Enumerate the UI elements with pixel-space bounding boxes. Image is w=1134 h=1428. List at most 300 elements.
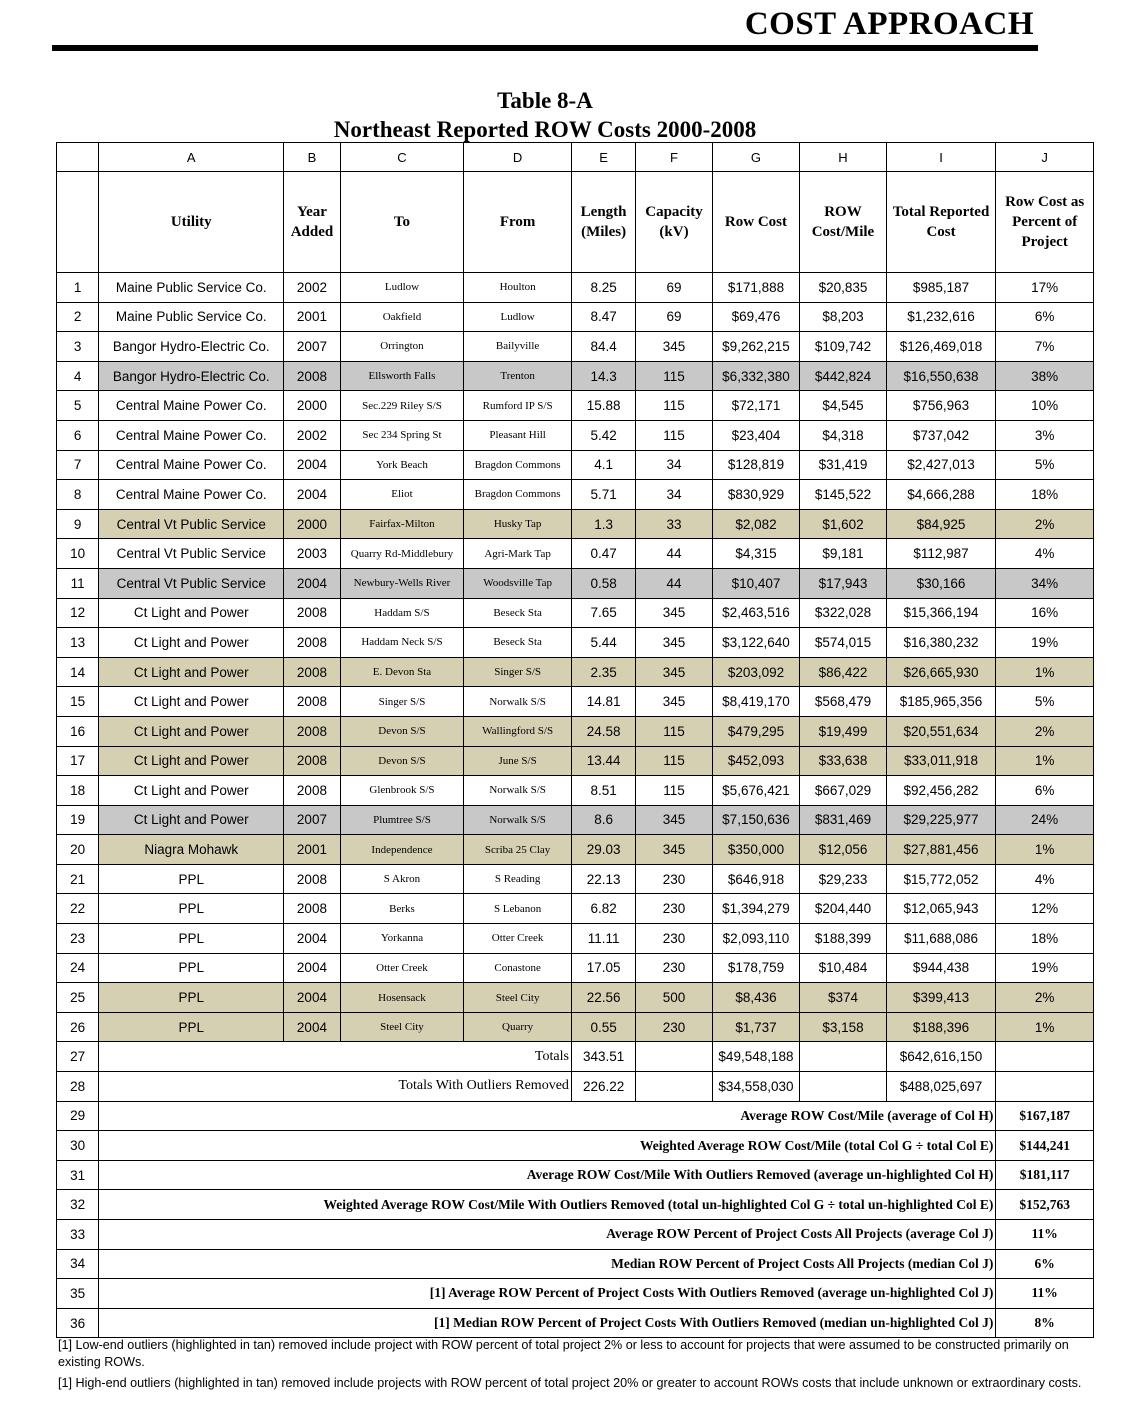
percent-cell: 24% (996, 805, 1094, 835)
summary-row (57, 1160, 1094, 1190)
total-cost-cell: $737,042 (886, 420, 996, 450)
table-row (57, 983, 1094, 1013)
table-row (57, 509, 1094, 539)
from-cell: Norwalk S/S (464, 687, 572, 717)
table-row (57, 864, 1094, 894)
utility-cell: PPL (99, 953, 284, 983)
year-cell: 2002 (284, 420, 340, 450)
table-number: Table 8-A (497, 88, 593, 113)
to-cell: Sec.229 Riley S/S (340, 391, 464, 421)
percent-cell: 1% (996, 657, 1094, 687)
row-cost-cell: $7,150,636 (712, 805, 800, 835)
from-cell: Otter Creek (464, 924, 572, 954)
summary-label: [1] Average ROW Percent of Project Costs With Outliers Removed (average un-highlighted Col J) (99, 1279, 996, 1309)
year-cell: 2008 (284, 864, 340, 894)
summary-label: Average ROW Cost/Mile (average of Col H) (99, 1101, 996, 1131)
length-cell: 13.44 (571, 746, 635, 776)
cost-per-mile-cell: $12,056 (800, 835, 887, 865)
from-cell: Agri-Mark Tap (464, 539, 572, 569)
table-row (57, 835, 1094, 865)
utility-cell: PPL (99, 924, 284, 954)
summary-row (57, 1249, 1094, 1279)
table-row (57, 391, 1094, 421)
column-header-capacity: Capacity (kV) (636, 172, 712, 273)
totals-total-cost: $488,025,697 (886, 1072, 996, 1102)
total-cost-cell: $27,881,456 (886, 835, 996, 865)
summary-label: [1] Median ROW Percent of Project Costs With Outliers Removed (median un-highlighted Col J) (99, 1308, 996, 1338)
summary-label: Average ROW Cost/Mile With Outliers Removed (average un-highlighted Col H) (99, 1160, 996, 1190)
length-cell: 11.11 (571, 924, 635, 954)
from-cell: Husky Tap (464, 509, 572, 539)
summary-label: Weighted Average ROW Cost/Mile (total Col G ÷ total Col E) (99, 1131, 996, 1161)
cost-per-mile-cell: $10,484 (800, 953, 887, 983)
totals-total-cost: $642,616,150 (886, 1042, 996, 1072)
cost-per-mile-cell: $667,029 (800, 776, 887, 806)
row-cost-cell: $1,394,279 (712, 894, 800, 924)
row-cost-cell: $4,315 (712, 539, 800, 569)
from-cell: Conastone (464, 953, 572, 983)
from-cell: Beseck Sta (464, 598, 572, 628)
total-cost-cell: $12,065,943 (886, 894, 996, 924)
utility-cell: Ct Light and Power (99, 598, 284, 628)
to-cell: Independence (340, 835, 464, 865)
total-cost-cell: $16,380,232 (886, 628, 996, 658)
length-cell: 5.71 (571, 480, 635, 510)
column-letter: B (284, 143, 340, 172)
capacity-cell: 115 (636, 746, 712, 776)
row-number: 33 (57, 1220, 99, 1250)
length-cell: 4.1 (571, 450, 635, 480)
summary-row (57, 1190, 1094, 1220)
row-number: 10 (57, 539, 99, 569)
to-cell: Devon S/S (340, 746, 464, 776)
table-row (57, 1012, 1094, 1042)
year-cell: 2007 (284, 805, 340, 835)
row-number: 30 (57, 1131, 99, 1161)
row-cost-cell: $203,092 (712, 657, 800, 687)
from-cell: Steel City (464, 983, 572, 1013)
row-number: 36 (57, 1308, 99, 1338)
table-row (57, 539, 1094, 569)
capacity-cell: 34 (636, 480, 712, 510)
row-number: 29 (57, 1101, 99, 1131)
cost-per-mile-cell: $574,015 (800, 628, 887, 658)
capacity-cell: 230 (636, 864, 712, 894)
row-number: 25 (57, 983, 99, 1013)
footnote-low-end: [1] Low-end outliers (highlighted in tan) removed include project with ROW percent of total project 2% or less to account for projects that were assumed to be constructed primarily on existing ROWs. (58, 1338, 1069, 1369)
total-cost-cell: $15,772,052 (886, 864, 996, 894)
from-cell: Quarry (464, 1012, 572, 1042)
from-cell: Wallingford S/S (464, 716, 572, 746)
row-number: 18 (57, 776, 99, 806)
utility-cell: Maine Public Service Co. (99, 273, 284, 303)
row-cost-cell: $10,407 (712, 568, 800, 598)
cost-per-mile-cell: $322,028 (800, 598, 887, 628)
row-number: 26 (57, 1012, 99, 1042)
to-cell: S Akron (340, 864, 464, 894)
cost-per-mile-cell: $568,479 (800, 687, 887, 717)
row-number: 19 (57, 805, 99, 835)
table-row (57, 302, 1094, 332)
table-row (57, 953, 1094, 983)
summary-row (57, 1131, 1094, 1161)
percent-cell: 18% (996, 924, 1094, 954)
length-cell: 22.13 (571, 864, 635, 894)
to-cell: Newbury-Wells River (340, 568, 464, 598)
table-row (57, 568, 1094, 598)
year-cell: 2007 (284, 332, 340, 362)
column-letter: G (712, 143, 800, 172)
table-row (57, 805, 1094, 835)
from-cell: Bragdon Commons (464, 480, 572, 510)
cost-per-mile-cell: $4,545 (800, 391, 887, 421)
total-cost-cell: $756,963 (886, 391, 996, 421)
capacity-cell: 345 (636, 687, 712, 717)
cost-per-mile-cell: $31,419 (800, 450, 887, 480)
table-row (57, 924, 1094, 954)
column-letter: C (340, 143, 464, 172)
summary-label: Average ROW Percent of Project Costs All Projects (average Col J) (99, 1220, 996, 1250)
year-cell: 2008 (284, 776, 340, 806)
utility-cell: Ct Light and Power (99, 805, 284, 835)
table-row (57, 480, 1094, 510)
row-cost-cell: $8,419,170 (712, 687, 800, 717)
from-cell: Rumford IP S/S (464, 391, 572, 421)
from-cell: Beseck Sta (464, 628, 572, 658)
cost-per-mile-cell: $3,158 (800, 1012, 887, 1042)
percent-cell: 5% (996, 450, 1094, 480)
utility-cell: Ct Light and Power (99, 746, 284, 776)
row-number: 16 (57, 716, 99, 746)
row-number: 27 (57, 1042, 99, 1072)
to-cell: Yorkanna (340, 924, 464, 954)
column-header-to: To (340, 172, 464, 273)
capacity-cell: 345 (636, 835, 712, 865)
column-letter: D (464, 143, 572, 172)
column-header-utility: Utility (99, 172, 284, 273)
percent-cell: 7% (996, 332, 1094, 362)
percent-cell: 1% (996, 1012, 1094, 1042)
summary-label: Median ROW Percent of Project Costs All Projects (median Col J) (99, 1249, 996, 1279)
row-number: 14 (57, 657, 99, 687)
utility-cell: Ct Light and Power (99, 628, 284, 658)
table-row (57, 776, 1094, 806)
row-number: 32 (57, 1190, 99, 1220)
row-number: 28 (57, 1072, 99, 1102)
table-body (57, 143, 1094, 1338)
header-rule (52, 45, 1038, 51)
total-cost-cell: $30,166 (886, 568, 996, 598)
length-cell: 0.55 (571, 1012, 635, 1042)
column-header-row (57, 172, 1094, 273)
length-cell: 84.4 (571, 332, 635, 362)
summary-row (57, 1279, 1094, 1309)
cost-per-mile-cell: $204,440 (800, 894, 887, 924)
length-cell: 8.25 (571, 273, 635, 303)
total-cost-cell: $399,413 (886, 983, 996, 1013)
length-cell: 0.58 (571, 568, 635, 598)
cost-per-mile-cell: $86,422 (800, 657, 887, 687)
summary-row (57, 1308, 1094, 1338)
total-cost-cell: $29,225,977 (886, 805, 996, 835)
cost-per-mile-cell: $33,638 (800, 746, 887, 776)
percent-cell: 3% (996, 420, 1094, 450)
total-cost-cell: $112,987 (886, 539, 996, 569)
utility-cell: PPL (99, 864, 284, 894)
column-header-row-cost: Row Cost (712, 172, 800, 273)
percent-cell: 17% (996, 273, 1094, 303)
length-cell: 14.3 (571, 361, 635, 391)
totals-label: Totals With Outliers Removed (99, 1072, 572, 1102)
header-corner-cell (57, 172, 99, 273)
cost-per-mile-cell: $831,469 (800, 805, 887, 835)
percent-cell: 1% (996, 835, 1094, 865)
row-cost-cell: $171,888 (712, 273, 800, 303)
utility-cell: PPL (99, 1012, 284, 1042)
to-cell: Steel City (340, 1012, 464, 1042)
capacity-cell: 34 (636, 450, 712, 480)
column-letter: F (636, 143, 712, 172)
utility-cell: Central Maine Power Co. (99, 391, 284, 421)
length-cell: 17.05 (571, 953, 635, 983)
utility-cell: Central Vt Public Service (99, 568, 284, 598)
row-number: 35 (57, 1279, 99, 1309)
cost-per-mile-cell: $374 (800, 983, 887, 1013)
empty-cell (636, 1042, 712, 1072)
summary-label: Weighted Average ROW Cost/Mile With Outliers Removed (total un-highlighted Col G ÷ total un-highlighted Col E) (99, 1190, 996, 1220)
totals-length: 343.51 (571, 1042, 635, 1072)
utility-cell: Central Maine Power Co. (99, 420, 284, 450)
cost-per-mile-cell: $442,824 (800, 361, 887, 391)
capacity-cell: 115 (636, 420, 712, 450)
total-cost-cell: $16,550,638 (886, 361, 996, 391)
column-letter: I (886, 143, 996, 172)
cost-per-mile-cell: $4,318 (800, 420, 887, 450)
length-cell: 29.03 (571, 835, 635, 865)
row-cost-cell: $178,759 (712, 953, 800, 983)
utility-cell: Bangor Hydro-Electric Co. (99, 361, 284, 391)
to-cell: Hosensack (340, 983, 464, 1013)
row-number: 13 (57, 628, 99, 658)
from-cell: Pleasant Hill (464, 420, 572, 450)
total-cost-cell: $15,366,194 (886, 598, 996, 628)
row-number: 4 (57, 361, 99, 391)
utility-cell: Ct Light and Power (99, 687, 284, 717)
from-cell: Norwalk S/S (464, 805, 572, 835)
row-number: 6 (57, 420, 99, 450)
to-cell: Sec 234 Spring St (340, 420, 464, 450)
total-cost-cell: $4,666,288 (886, 480, 996, 510)
row-cost-cell: $23,404 (712, 420, 800, 450)
capacity-cell: 115 (636, 716, 712, 746)
length-cell: 5.44 (571, 628, 635, 658)
utility-cell: Ct Light and Power (99, 657, 284, 687)
percent-cell: 19% (996, 953, 1094, 983)
table-row (57, 598, 1094, 628)
row-cost-cell: $452,093 (712, 746, 800, 776)
cost-per-mile-cell: $17,943 (800, 568, 887, 598)
year-cell: 2008 (284, 894, 340, 924)
capacity-cell: 115 (636, 391, 712, 421)
length-cell: 15.88 (571, 391, 635, 421)
length-cell: 6.82 (571, 894, 635, 924)
total-cost-cell: $33,011,918 (886, 746, 996, 776)
row-number: 12 (57, 598, 99, 628)
total-cost-cell: $26,665,930 (886, 657, 996, 687)
capacity-cell: 230 (636, 894, 712, 924)
year-cell: 2000 (284, 509, 340, 539)
totals-row-cost: $49,548,188 (712, 1042, 800, 1072)
table-row (57, 361, 1094, 391)
empty-cell (996, 1042, 1094, 1072)
capacity-cell: 230 (636, 924, 712, 954)
capacity-cell: 44 (636, 568, 712, 598)
to-cell: Plumtree S/S (340, 805, 464, 835)
to-cell: Haddam S/S (340, 598, 464, 628)
percent-cell: 4% (996, 864, 1094, 894)
total-cost-cell: $92,456,282 (886, 776, 996, 806)
capacity-cell: 115 (636, 776, 712, 806)
year-cell: 2001 (284, 302, 340, 332)
to-cell: Ellsworth Falls (340, 361, 464, 391)
total-cost-cell: $985,187 (886, 273, 996, 303)
year-cell: 2002 (284, 273, 340, 303)
year-cell: 2000 (284, 391, 340, 421)
row-number: 8 (57, 480, 99, 510)
capacity-cell: 69 (636, 273, 712, 303)
empty-cell (636, 1072, 712, 1102)
table-row (57, 657, 1094, 687)
row-number: 7 (57, 450, 99, 480)
year-cell: 2004 (284, 450, 340, 480)
row-cost-cell: $1,737 (712, 1012, 800, 1042)
cost-per-mile-cell: $29,233 (800, 864, 887, 894)
length-cell: 5.42 (571, 420, 635, 450)
row-number: 31 (57, 1160, 99, 1190)
year-cell: 2001 (284, 835, 340, 865)
capacity-cell: 230 (636, 953, 712, 983)
to-cell: Eliot (340, 480, 464, 510)
utility-cell: Maine Public Service Co. (99, 302, 284, 332)
length-cell: 8.47 (571, 302, 635, 332)
row-number: 2 (57, 302, 99, 332)
capacity-cell: 345 (636, 657, 712, 687)
percent-cell: 12% (996, 894, 1094, 924)
length-cell: 0.47 (571, 539, 635, 569)
percent-cell: 16% (996, 598, 1094, 628)
row-cost-cell: $3,122,640 (712, 628, 800, 658)
row-number: 1 (57, 273, 99, 303)
summary-value: $152,763 (996, 1190, 1094, 1220)
row-number: 20 (57, 835, 99, 865)
length-cell: 8.51 (571, 776, 635, 806)
year-cell: 2008 (284, 716, 340, 746)
total-cost-cell: $185,965,356 (886, 687, 996, 717)
utility-cell: PPL (99, 894, 284, 924)
year-cell: 2004 (284, 983, 340, 1013)
table-row (57, 450, 1094, 480)
to-cell: Orrington (340, 332, 464, 362)
total-cost-cell: $84,925 (886, 509, 996, 539)
from-cell: Trenton (464, 361, 572, 391)
row-number: 5 (57, 391, 99, 421)
capacity-cell: 345 (636, 805, 712, 835)
empty-cell (800, 1042, 887, 1072)
from-cell: Bragdon Commons (464, 450, 572, 480)
row-cost-cell: $479,295 (712, 716, 800, 746)
year-cell: 2004 (284, 480, 340, 510)
from-cell: S Lebanon (464, 894, 572, 924)
cost-per-mile-cell: $109,742 (800, 332, 887, 362)
column-letter: A (99, 143, 284, 172)
total-cost-cell: $20,551,634 (886, 716, 996, 746)
row-number: 34 (57, 1249, 99, 1279)
column-header-total-cost: Total Reported Cost (886, 172, 996, 273)
year-cell: 2008 (284, 598, 340, 628)
row-number: 23 (57, 924, 99, 954)
row-cost-cell: $2,463,516 (712, 598, 800, 628)
table-row (57, 687, 1094, 717)
row-cost-cell: $5,676,421 (712, 776, 800, 806)
row-number: 21 (57, 864, 99, 894)
to-cell: Berks (340, 894, 464, 924)
percent-cell: 6% (996, 776, 1094, 806)
totals-row (57, 1042, 1094, 1072)
row-cost-cell: $646,918 (712, 864, 800, 894)
total-cost-cell: $126,469,018 (886, 332, 996, 362)
length-cell: 24.58 (571, 716, 635, 746)
percent-cell: 19% (996, 628, 1094, 658)
from-cell: June S/S (464, 746, 572, 776)
capacity-cell: 44 (636, 539, 712, 569)
row-number: 3 (57, 332, 99, 362)
column-header-percent: Row Cost as Percent of Project (996, 172, 1094, 273)
cost-per-mile-cell: $20,835 (800, 273, 887, 303)
cost-per-mile-cell: $19,499 (800, 716, 887, 746)
length-cell: 8.6 (571, 805, 635, 835)
summary-value: $144,241 (996, 1131, 1094, 1161)
utility-cell: Central Vt Public Service (99, 539, 284, 569)
utility-cell: PPL (99, 983, 284, 1013)
summary-row (57, 1220, 1094, 1250)
column-header-year: Year Added (284, 172, 340, 273)
cost-per-mile-cell: $9,181 (800, 539, 887, 569)
year-cell: 2003 (284, 539, 340, 569)
utility-cell: Bangor Hydro-Electric Co. (99, 332, 284, 362)
row-cost-cell: $350,000 (712, 835, 800, 865)
row-costs-table (56, 142, 1094, 1338)
summary-value: $181,117 (996, 1160, 1094, 1190)
row-number: 11 (57, 568, 99, 598)
from-cell: Ludlow (464, 302, 572, 332)
to-cell: Glenbrook S/S (340, 776, 464, 806)
percent-cell: 34% (996, 568, 1094, 598)
capacity-cell: 345 (636, 332, 712, 362)
table-row (57, 420, 1094, 450)
utility-cell: Niagra Mohawk (99, 835, 284, 865)
summary-row (57, 1101, 1094, 1131)
summary-value: 11% (996, 1279, 1094, 1309)
total-cost-cell: $2,427,013 (886, 450, 996, 480)
column-letter: E (571, 143, 635, 172)
table-row (57, 894, 1094, 924)
row-cost-cell: $72,171 (712, 391, 800, 421)
year-cell: 2008 (284, 361, 340, 391)
row-cost-cell: $830,929 (712, 480, 800, 510)
row-cost-cell: $128,819 (712, 450, 800, 480)
row-number: 17 (57, 746, 99, 776)
column-header-cost-per-mile: ROW Cost/Mile (800, 172, 887, 273)
